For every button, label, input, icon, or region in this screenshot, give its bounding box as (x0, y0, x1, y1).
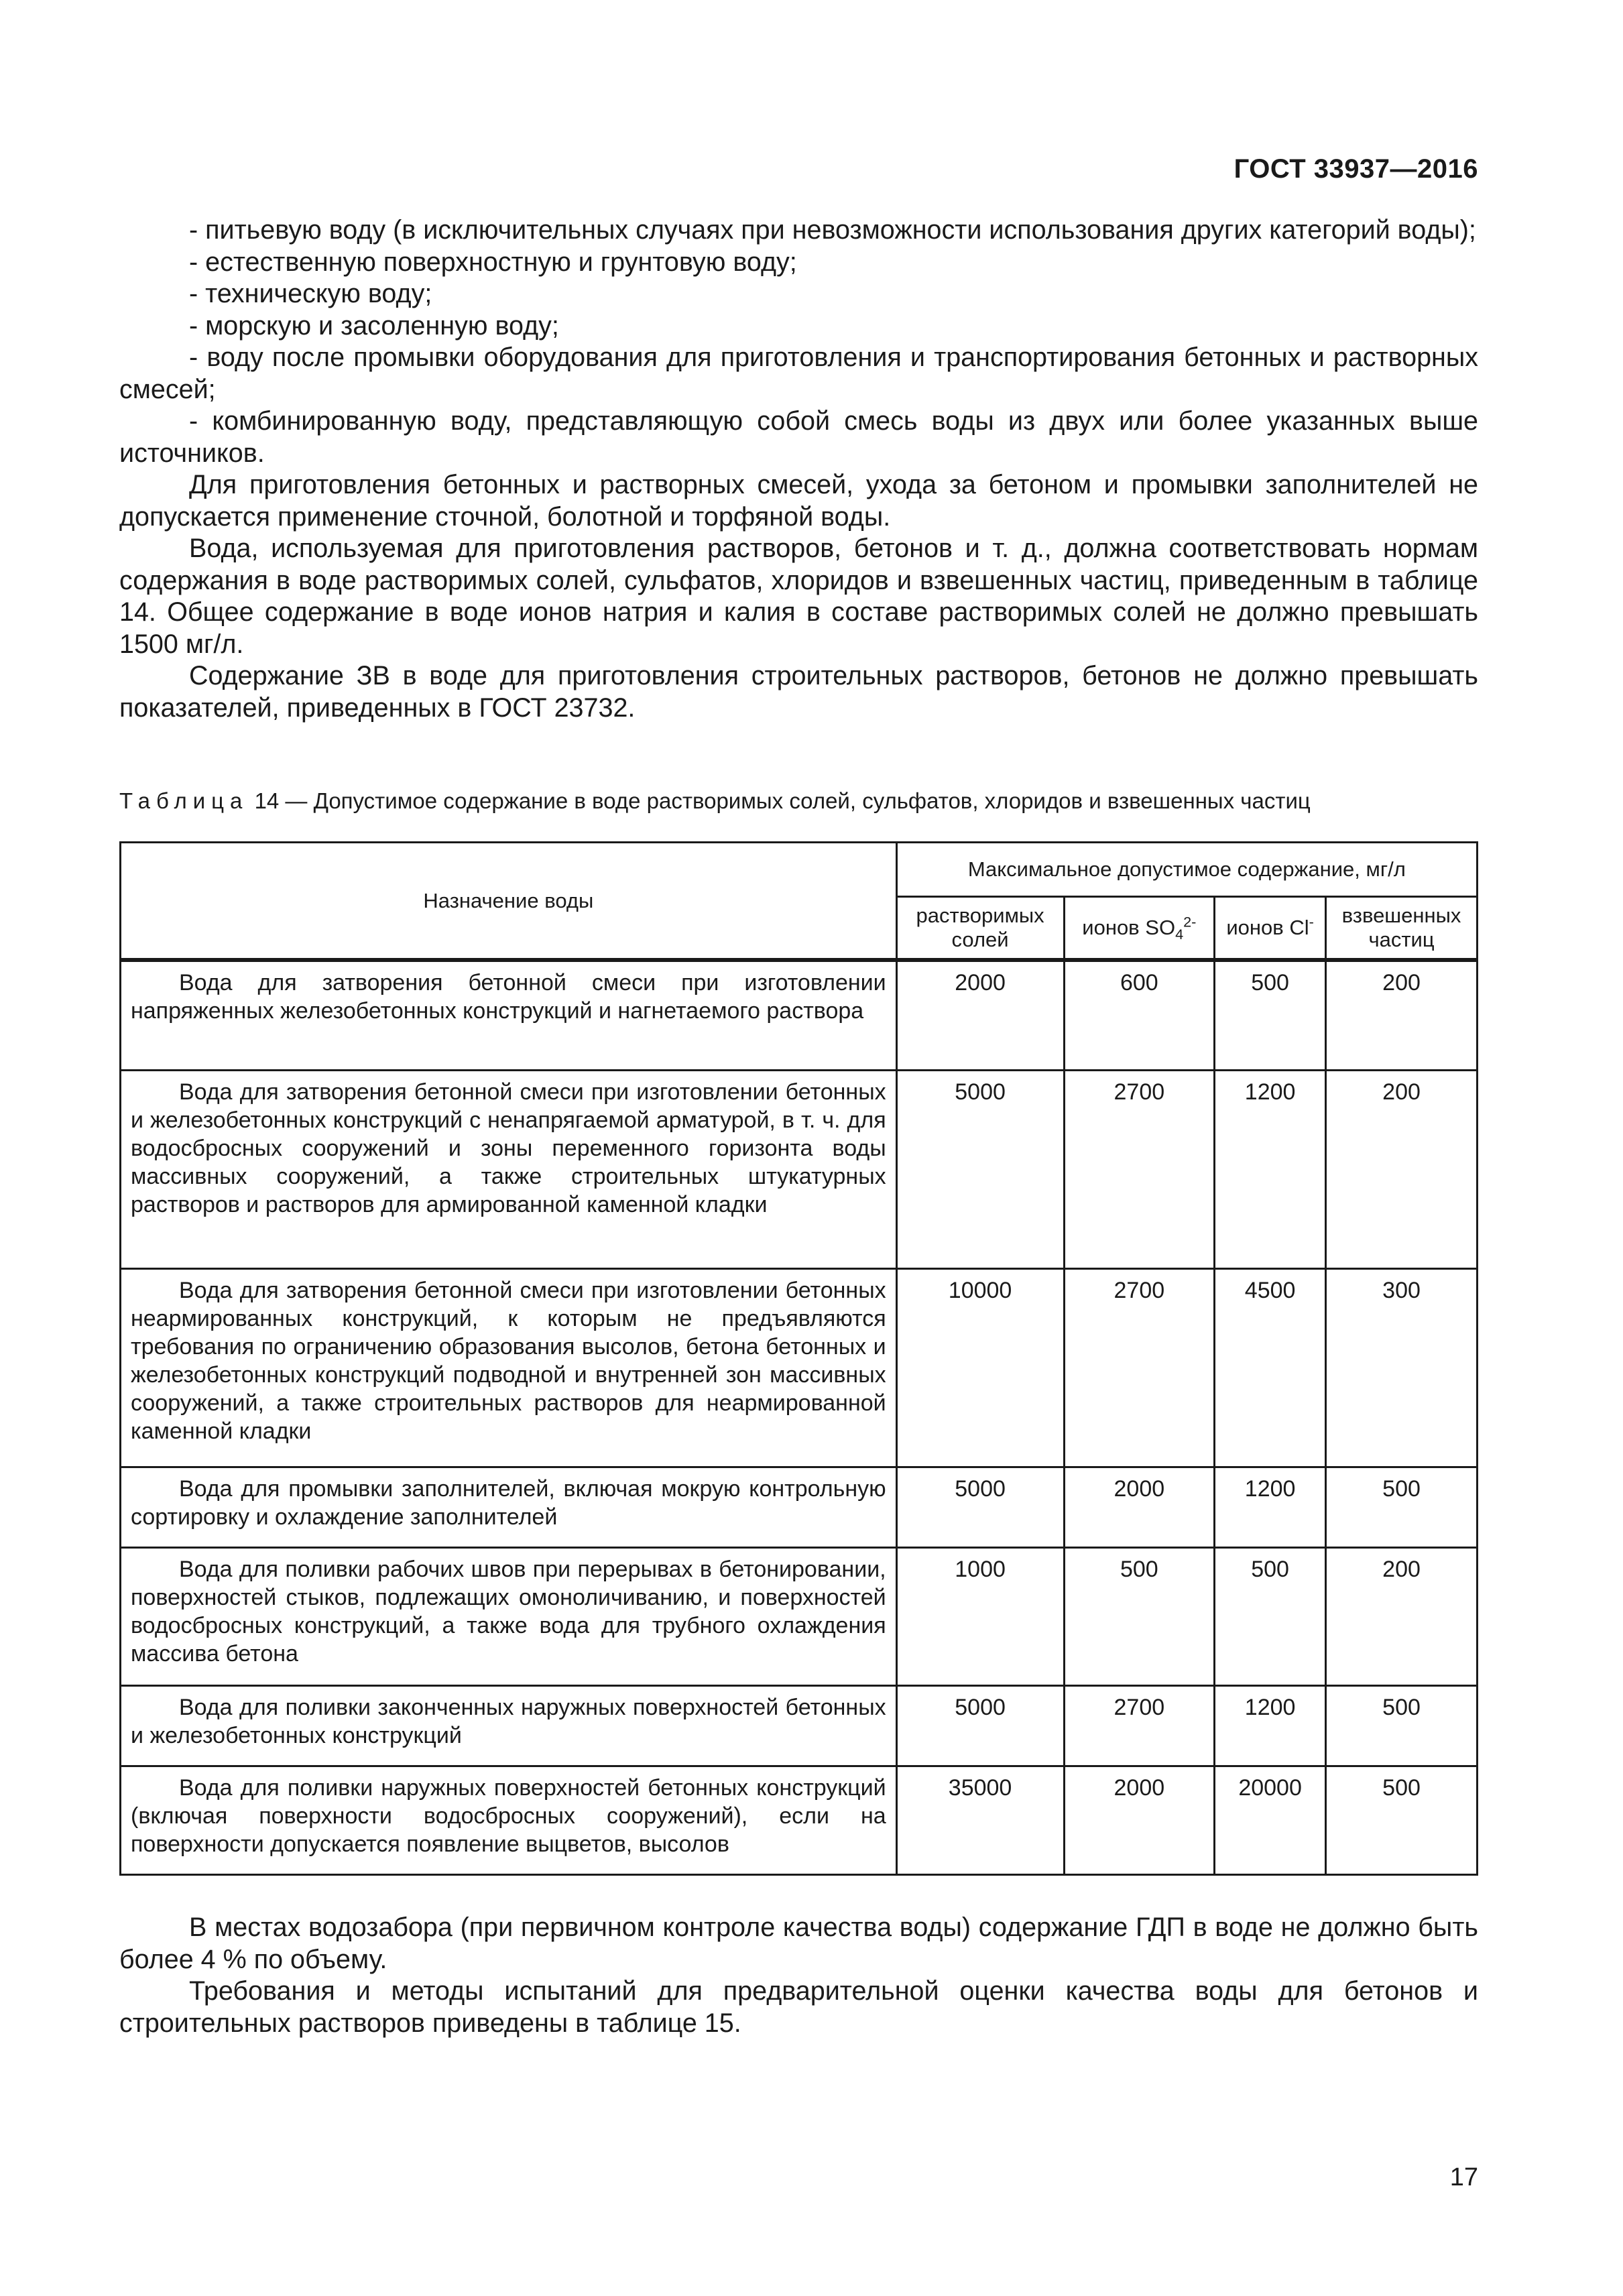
table-row (121, 1685, 1478, 1766)
cell-sulfate-ions: 2000 (1064, 1766, 1215, 1874)
intro-text (119, 215, 1478, 724)
table-caption (119, 788, 1478, 814)
water-norms-table (119, 841, 1478, 1876)
cell-purpose: Вода для поливки законченных наружных поверхностей бетонных и железобетонных конструкций (121, 1685, 897, 1766)
table-row (121, 1467, 1478, 1547)
cell-chloride-ions: 1200 (1215, 1467, 1326, 1547)
cell-sulfate-ions: 2700 (1064, 1685, 1215, 1766)
header-max-content: Максимальное допустимое содержание, мг/л (896, 843, 1477, 897)
cell-soluble-salts: 2000 (896, 960, 1064, 1070)
header-sulfate-ions: ионов $SO_4^{2-}$ (1064, 897, 1215, 961)
cell-suspended-particles: 500 (1326, 1766, 1478, 1874)
cell-suspended-particles: 200 (1326, 1070, 1478, 1268)
cell-sulfate-ions: 2700 (1064, 1268, 1215, 1467)
paragraph: Для приготовления бетонных и растворных смесей, ухода за бетоном и промывки заполнителей не допускается применение сточной, болотной и торфяной воды. (119, 470, 1478, 532)
paragraph: Содержание ЗВ в воде для приготовления строительных растворов, бетонов не должно превышать показателей, приведенных в ГОСТ 23732. (119, 661, 1478, 723)
list-item: - техническую воду; (189, 279, 432, 308)
cell-soluble-salts: 35000 (896, 1766, 1064, 1874)
cell-sulfate-ions: 2000 (1064, 1467, 1215, 1547)
cell-chloride-ions: 20000 (1215, 1766, 1326, 1874)
table-row (121, 960, 1478, 1070)
cell-soluble-salts: 1000 (896, 1547, 1064, 1685)
cell-chloride-ions: 4500 (1215, 1268, 1326, 1467)
cell-purpose: Вода для поливки наружных поверхностей бетонных конструкций (включая поверхности водосбросных сооружений), если на поверхности допускается появление выцветов, высолов (121, 1766, 897, 1874)
header-soluble-salts: растворимых солей (896, 897, 1064, 961)
paragraph: Вода, используемая для приготовления растворов, бетонов и т. д., должна соответствовать нормам содержания в воде растворимых солей, сульфатов, хлоридов и взвешенных частиц, приведенным в таблице 14. Общее содержание в воде ионов натрия и калия в составе растворимых солей не должно превышать 1500 мг/л. (119, 534, 1478, 659)
cell-soluble-salts: 5000 (896, 1070, 1064, 1268)
list-item: - естественную поверхностную и грунтовую воду; (189, 247, 797, 277)
header-chloride-ions: ионов Cl- (1215, 897, 1326, 961)
table-row (121, 1547, 1478, 1685)
page-number: 17 (1449, 2163, 1478, 2191)
list-item: - морскую и засоленную воду; (189, 310, 559, 341)
cell-suspended-particles: 500 (1326, 1467, 1478, 1547)
cell-soluble-salts: 5000 (896, 1685, 1064, 1766)
header-purpose: Назначение воды (121, 843, 897, 961)
header-suspended-particles: взвешенных частиц (1326, 897, 1478, 961)
closing-text (119, 1912, 1478, 2039)
table-row (121, 1268, 1478, 1467)
cell-chloride-ions: 500 (1215, 1547, 1326, 1685)
cell-purpose: Вода для промывки заполнителей, включая мокрую контрольную сортировку и охлаждение заполнителей (121, 1467, 897, 1547)
cell-chloride-ions: 1200 (1215, 1070, 1326, 1268)
cell-soluble-salts: 5000 (896, 1467, 1064, 1547)
table-row (121, 1766, 1478, 1874)
standard-code: ГОСТ 33937—2016 (1234, 154, 1478, 184)
list-item: - питьевую воду (в исключительных случаях при невозможности использования других категорий воды); (189, 215, 1476, 245)
cell-purpose: Вода для поливки рабочих швов при перерывах в бетонировании, поверхностей стыков, подлежащих омоноличиванию, и поверхностей водосбросных конструкций, а также вода для трубного охлаждения массива бетона (121, 1547, 897, 1685)
paragraph: Требования и методы испытаний для предварительной оценки качества воды для бетонов и строительных растворов приведены в таблице 15. (119, 1976, 1478, 2038)
cell-sulfate-ions: 500 (1064, 1547, 1215, 1685)
cell-purpose: Вода для затворения бетонной смеси при изготовлении бетонных и железобетонных конструкций с ненапрягаемой арматурой, в т. ч. для водосбросных сооружений и зоны переменного горизонта воды массивных сооружений, а также строительных штукатурных растворов и растворов для армированной каменной кладки (121, 1070, 897, 1268)
list-item: - комбинированную воду, представляющую собой смесь воды из двух или более указанных выше источников. (119, 406, 1478, 468)
cell-suspended-particles: 200 (1326, 1547, 1478, 1685)
cell-chloride-ions: 500 (1215, 960, 1326, 1070)
cell-sulfate-ions: 600 (1064, 960, 1215, 1070)
cell-purpose: Вода для затворения бетонной смеси при изготовлении напряженных железобетонных конструкций и нагнетаемого раствора (121, 960, 897, 1070)
cell-sulfate-ions: 2700 (1064, 1070, 1215, 1268)
cell-suspended-particles: 200 (1326, 960, 1478, 1070)
cell-soluble-salts: 10000 (896, 1268, 1064, 1467)
table-caption-word: Таблица (119, 788, 249, 813)
paragraph: В местах водозабора (при первичном контроле качества воды) содержание ГДП в воде не должно быть более 4 % по объему. (119, 1913, 1478, 1974)
table-row (121, 1070, 1478, 1268)
list-item: - воду после промывки оборудования для приготовления и транспортирования бетонных и растворных смесей; (119, 343, 1478, 404)
cell-suspended-particles: 300 (1326, 1268, 1478, 1467)
cell-purpose: Вода для затворения бетонной смеси при изготовлении бетонных неармированных конструкций, к которым не предъявляются требования по ограничению образования высолов, бетона бетонных и железобетонных конструкций подводной и внутренней зон массивных сооружений, а также строительных растворов для неармированной каменной кладки (121, 1268, 897, 1467)
cell-suspended-particles: 500 (1326, 1685, 1478, 1766)
table-caption-text: 14 — Допустимое содержание в воде растворимых солей, сульфатов, хлоридов и взвешенных частиц (254, 788, 1311, 813)
cell-chloride-ions: 1200 (1215, 1685, 1326, 1766)
